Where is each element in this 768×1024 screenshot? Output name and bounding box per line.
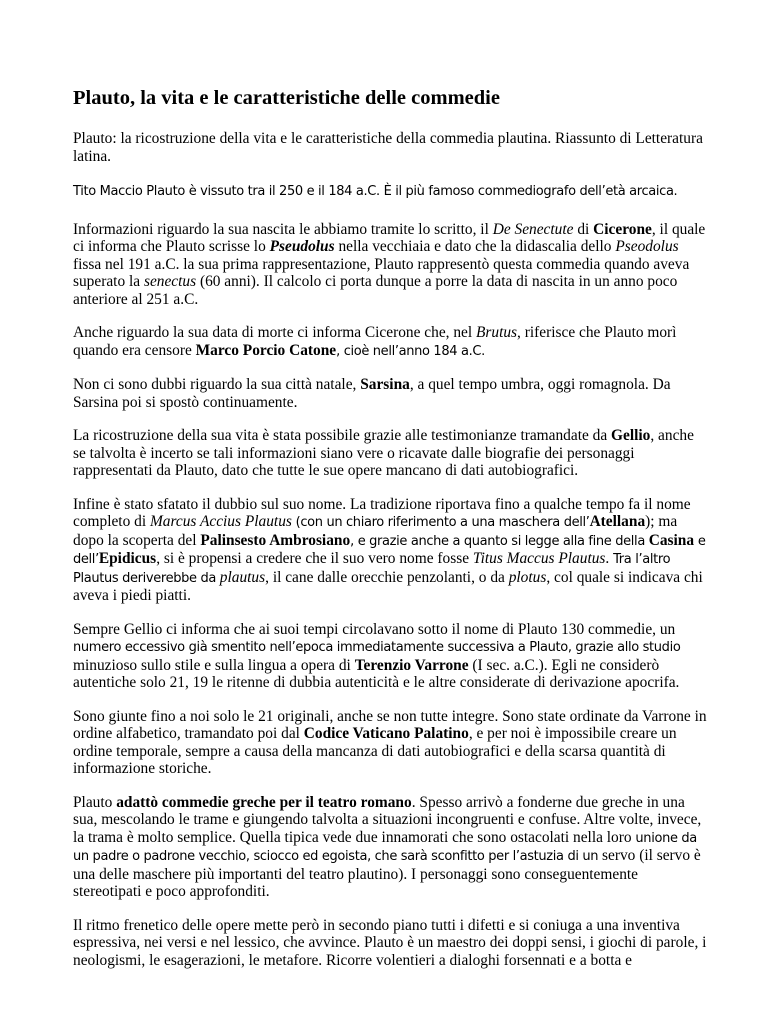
adaptation-paragraph bbox=[73, 794, 708, 901]
manuscript-name: Codice Vaticano Palatino bbox=[303, 725, 469, 742]
text-span: , riferisce che Plauto morì quando era censore bbox=[73, 324, 677, 359]
text-span: , e grazie anche a quanto si legge alla fine della bbox=[350, 533, 649, 549]
text-span: , e per noi è impossibile creare un ordine temporale, sempre a causa della mancanza di dati autobiografici e della scarsa quantità di informazione storiche. bbox=[73, 725, 677, 777]
text-span: (I sec. a.C.). Egli ne considerò autentiche solo 21, 19 le ritenne di dubbia autenticità e le altre considerate di derivazione apocrifa. bbox=[73, 656, 680, 691]
sources-paragraph bbox=[73, 427, 708, 480]
text-span: La ricostruzione della sua vita è stata possibile grazie alle testimonianze tramandate da bbox=[73, 427, 612, 444]
text-span: ); ma dopo la scoperta del bbox=[73, 513, 678, 549]
person-name: Gellio bbox=[611, 427, 651, 444]
latin-name: Marcus Accius Plautus bbox=[149, 513, 292, 530]
place-name: Sarsina bbox=[360, 376, 410, 393]
text-span: . Spesso arrivò a fonderne due greche in una sua, mescolando le trame e giungendo talvolta a situazioni incongruenti e confuse. Altre volte, invece, la trama è molto semplice. Quella tipica vede due innamorati che sono ostacolati nella loro bbox=[73, 793, 702, 846]
work-title: Epidicus bbox=[98, 550, 157, 567]
hometown-paragraph bbox=[73, 376, 708, 411]
person-name: Marco Porcio Catone bbox=[195, 341, 337, 359]
text-span: numero eccessivo già smentito nell’epoca immediatamente successiva a Plauto, grazie allo studio bbox=[73, 640, 681, 655]
death-paragraph bbox=[73, 324, 708, 360]
text-span: (con un chiaro riferimento a una maschera dell’ bbox=[291, 515, 590, 530]
text-span: . bbox=[605, 550, 614, 567]
text-span: , si è propensi a credere che il suo vero nome fosse bbox=[156, 550, 473, 567]
key-phrase: adattò commedie greche per il teatro romano bbox=[116, 793, 412, 811]
work-title: De Senectute bbox=[492, 220, 574, 238]
text-span: Sono giunte fino a noi solo le 21 originali, anche se non tutte integre. Sono state ordinate da Varrone in ordine alfabetico, tramandato poi dal bbox=[73, 707, 707, 742]
text-span: di bbox=[573, 220, 594, 238]
author-name: Cicerone bbox=[593, 220, 652, 238]
work-title: Pseodolus bbox=[615, 238, 679, 255]
text-span: unione da un padre o padrone vecchio, sciocco ed egoista, che sarà sconfitto per l’astuzia di un bbox=[73, 830, 697, 864]
latin-term: senectus bbox=[143, 273, 197, 290]
text-span: , anche se talvolta è incerto se tali informazioni siano vere o ricavate dalle biografie dei personaggi rappresentati da Plauto, dato che tutte le sue opere mancano di dati autobiografici. bbox=[73, 427, 694, 479]
text-span: nella vecchiaia e dato che la didascalia dello bbox=[334, 238, 616, 255]
text-span: minuzioso sullo stile e sulla lingua a opera di bbox=[73, 656, 355, 674]
text-span: e dell’ bbox=[73, 533, 706, 567]
work-title: Casina bbox=[648, 531, 695, 549]
text-span: Sempre Gellio ci informa che ai suoi tempi circolavano sotto il nome di Plauto 130 commedie, un bbox=[73, 620, 676, 638]
summary-paragraph: Tito Maccio Plauto è vissuto tra il 250 e il 184 a.C. È il più famoso commediografo dell’età arcaica. bbox=[73, 184, 678, 199]
text-span: (60 anni). Il calcolo ci porta dunque a porre la data di nascita in un anno poco anteriore al 251 a.C. bbox=[73, 273, 678, 308]
work-title: Brutus bbox=[476, 324, 518, 341]
text-span: Tra l’altro Plautus deriverebbe da bbox=[73, 552, 671, 586]
text-span: , cioè nell’anno 184 a.C. bbox=[336, 343, 485, 359]
latin-term: plotus bbox=[508, 568, 547, 586]
text-span: Plauto bbox=[73, 793, 117, 811]
text-span: fissa nel 191 a.C. la sua prima rappresentazione, Plauto rappresentò questa commedia quando aveva superato la bbox=[73, 255, 690, 290]
text-span: Non ci sono dubbi riguardo la sua città natale, bbox=[73, 376, 361, 393]
text-span: Anche riguardo la sua data di morte ci informa Cicerone che, nel bbox=[73, 324, 476, 341]
name-paragraph bbox=[73, 496, 708, 605]
text-span: Infine è stato sfatato il dubbio sul suo nome. La tradizione riportava fino a qualche tempo fa il nome completo di bbox=[73, 495, 691, 530]
latin-term: plautus bbox=[219, 568, 266, 586]
manuscript-name: Palinsesto Ambrosiano bbox=[200, 531, 351, 549]
text-span: , col quale si indicava chi aveva i piedi piatti. bbox=[73, 568, 703, 604]
text-span: , a quel tempo umbra, oggi romagnola. Da Sarsina poi si spostò continuamente. bbox=[73, 376, 671, 411]
person-name: Terenzio Varrone bbox=[354, 656, 469, 674]
latin-name: Titus Maccus Plautus bbox=[472, 550, 606, 567]
genre-name: Atellana bbox=[589, 513, 646, 530]
intro-paragraph: Plauto: la ricostruzione della vita e le caratteristiche della commedia plautina. Riassunto di Letteratura latina. bbox=[73, 130, 703, 165]
rhythm-paragraph: Il ritmo frenetico delle opere mette però in secondo piano tutti i difetti e si coniuga a una inventiva espressiva, nei versi e nel lessico, che avvince. Plauto è un maestro dei doppi sensi, i giochi di parole, i neologismi, le esagerazioni, le metafore. Ricorre volentieri a dialoghi forsennati e a botta e bbox=[73, 916, 707, 969]
text-span: , il quale ci informa che Plauto scrisse lo bbox=[73, 220, 706, 255]
text-span: Informazioni riguardo la sua nascita le abbiamo tramite lo scritto, il bbox=[73, 220, 493, 238]
text-span: servo (il servo è una delle maschere più importanti del teatro plautino). I personaggi sono conseguentemente stereotipati e poco approfonditi. bbox=[73, 847, 701, 900]
comedies-count-paragraph bbox=[73, 621, 708, 692]
document-title: Plauto, la vita e le caratteristiche delle commedie bbox=[73, 87, 500, 109]
originals-paragraph bbox=[73, 708, 708, 778]
work-title: Pseudolus bbox=[269, 238, 335, 255]
text-span: , il cane dalle orecchie penzolanti, o da bbox=[265, 568, 509, 586]
birth-paragraph bbox=[73, 221, 708, 309]
